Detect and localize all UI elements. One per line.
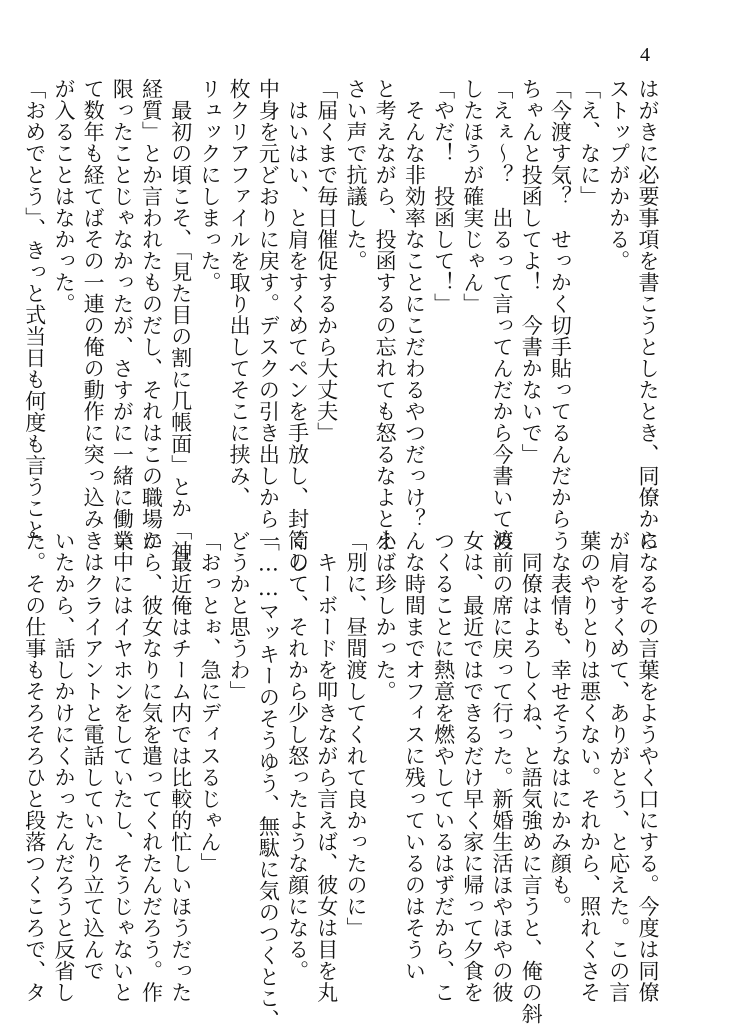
text-line: きはクライアントと電話していたり立て込んで <box>81 530 106 982</box>
text-line: 「えぇ～？ 出るって言ってんだから今書いて渡 <box>489 78 514 551</box>
text-line: はがきに必要事項を書こうとしたとき、同僚から <box>636 78 660 551</box>
text-line: が入ることはなかった。 <box>51 78 76 315</box>
text-line: め前の席に戻って行った。新婚生活ほやほやの彼 <box>489 530 514 1003</box>
text-line: 限ったことじゃなかったが、さすがに一緒に働い <box>110 78 135 551</box>
text-line: いたから、話しかけにくかったんだろうと反省し <box>51 530 76 1003</box>
page-number: 4 <box>640 44 650 66</box>
text-line: 「届くまで毎日催促するから大丈夫」 <box>314 78 339 444</box>
text-line: キーボードを叩きながら言えば、彼女は目を丸 <box>314 530 339 1003</box>
text-line: が肩をすくめて、ありがとう、と応えた。この言 <box>606 530 631 1003</box>
text-line: 枚クリアファイルを取り出してそこに挟み、 <box>227 78 252 508</box>
text-line: ストップがかかる。 <box>606 78 631 272</box>
text-line: そんな非効率なことにこだわるやつだっけ？ <box>402 78 427 530</box>
text-line: た。その仕事もそろそろひと段落つくころで、タ <box>22 530 47 1003</box>
text-line: 中身を元どおりに戻す。デスクの引き出しから一 <box>256 78 281 551</box>
text-block-top <box>22 78 662 573</box>
text-line: つくることに熱意を燃やしているはずだから、こ <box>431 530 456 1003</box>
text-line: 経質」とか言われたものだし、それはこの職場に <box>139 78 164 551</box>
text-line: くして、それから少し怒ったような顔になる。 <box>285 530 310 982</box>
text-line: て数年も経てばその一連の俺の動作に突っ込み <box>81 78 106 530</box>
text-line: 葉のやりとりは悪くない。それから、照れくさそ <box>577 530 602 1003</box>
text-line: どうかと思うわ」 <box>227 530 252 702</box>
text-line: うな表情も、幸せそうなはにかみ顔も。 <box>548 530 573 917</box>
text-line: 同僚はよろしくね、と語気強めに言うと、俺の斜 <box>519 530 544 1025</box>
text-line: 「別に、昼間渡してくれて良かったのに」 <box>343 530 368 939</box>
text-line: えば珍しかった。 <box>373 530 398 702</box>
text-line: と考えながら、投函するの忘れても怒るなよと小 <box>373 78 398 551</box>
text-line: 「今渡す気？ せっかく切手貼ってるんだから <box>548 78 573 530</box>
text-line: したほうが確実じゃん」 <box>460 78 485 315</box>
text-line: から、彼女なりに気を遣ってくれたんだろう。作 <box>139 530 164 1003</box>
text-line: 「おっとぉ、急にディスるじゃん」 <box>197 530 222 874</box>
text-line: さい声で抗議した。 <box>343 78 368 272</box>
text-line: 「おめでとう」、きっと式当日も何度も言うこと <box>22 78 47 541</box>
text-line: 最初の頃こそ、「見た目の割に几帳面」とか「神 <box>168 78 193 562</box>
text-line: 最近俺はチーム内では比較的忙しいほうだった <box>168 530 193 1003</box>
text-block-bottom <box>22 530 662 1031</box>
text-line: ちゃんと投函してよ！ 今書かないで」 <box>519 78 544 465</box>
text-line: リュックにしまった。 <box>197 78 222 293</box>
text-line: 「……マッキーのそうゆう、無駄に気のつくとこ、 <box>256 530 281 1031</box>
text-line: んな時間までオフィスに残っているのはそうい <box>402 530 427 982</box>
text-line: はいはい、と肩をすくめてペンを手放し、封筒の <box>285 78 310 573</box>
text-line: になるその言葉をようやく口にする。今度は同僚 <box>636 530 660 1003</box>
text-line: 業中にはイヤホンをしていたし、そうじゃないと <box>110 530 135 1003</box>
text-line: 「やだ！ 投函して！」 <box>431 78 456 315</box>
text-line: 女は、最近ではできるだけ早く家に帰って夕食を <box>460 530 485 1003</box>
text-line: 「え、なに」 <box>577 78 602 207</box>
